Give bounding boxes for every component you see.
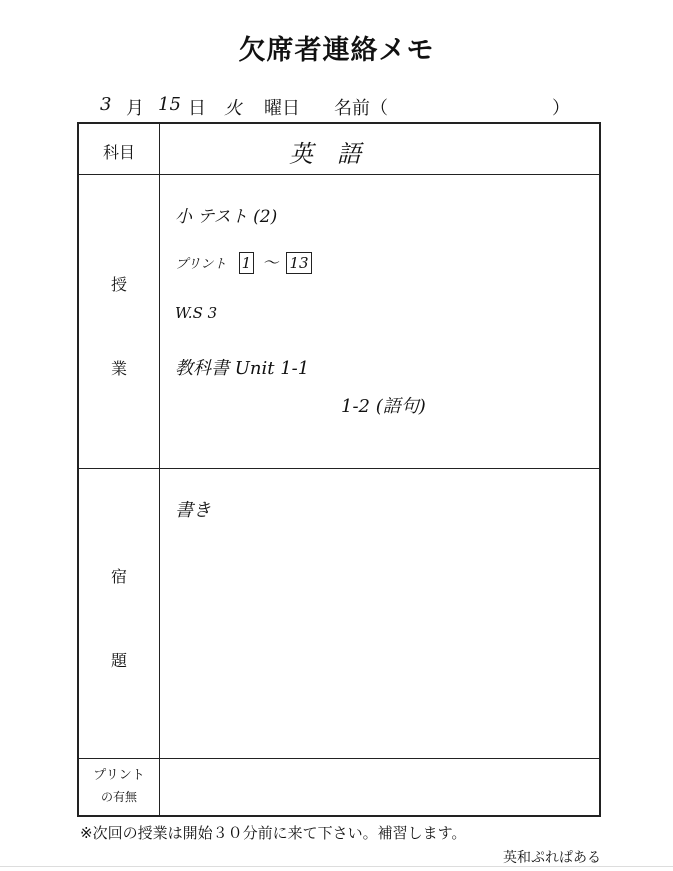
page-edge-rule — [0, 866, 673, 867]
day-value: 15 — [158, 94, 181, 115]
homework-label-2: 題 — [110, 651, 127, 670]
name-label: 名前（ — [334, 98, 388, 119]
print-start-box: 1 — [239, 252, 255, 274]
lesson-line-print — [175, 250, 312, 274]
subject-value: 英 語 — [289, 140, 361, 168]
lesson-label-2: 業 — [110, 359, 127, 378]
column-divider — [159, 124, 160, 815]
row-divider-lesson — [79, 468, 599, 469]
lesson-line-ws: W.S 3 — [175, 304, 218, 322]
row-divider-subject — [79, 174, 599, 175]
print-range-tilde: ～ — [262, 253, 279, 272]
footer-note: ※次回の授業は開始３０分前に来て下さい。補習します。 — [80, 824, 467, 842]
name-close: ） — [552, 98, 570, 119]
print-label: プリント — [175, 257, 227, 272]
homework-value: 書き — [175, 500, 211, 521]
print-presence-label-1: プリント — [93, 768, 145, 783]
lesson-line-textbook-2: 1-2 (語句) — [341, 396, 426, 417]
subject-label: 科目 — [102, 143, 135, 162]
print-presence-label-2: の有無 — [100, 790, 137, 804]
brand-name: 英和ぷれぱある — [503, 850, 601, 866]
lesson-label-1: 授 — [110, 275, 127, 294]
print-end-box: 13 — [286, 252, 311, 274]
row-divider-homework — [79, 758, 599, 759]
homework-label-1: 宿 — [110, 567, 127, 586]
memo-grid — [77, 122, 601, 817]
memo-title: 欠席者連絡メモ — [238, 35, 435, 66]
month-label: 月 — [126, 98, 144, 119]
date-line — [96, 94, 576, 120]
lesson-line-quiz: 小 テスト (2) — [175, 207, 278, 227]
lesson-line-textbook: 教科書 Unit 1-1 — [175, 358, 310, 379]
weekday-label: 曜日 — [264, 98, 300, 119]
weekday-value: 火 — [224, 98, 242, 119]
day-label: 日 — [188, 98, 206, 119]
month-value: 3 — [100, 94, 112, 115]
